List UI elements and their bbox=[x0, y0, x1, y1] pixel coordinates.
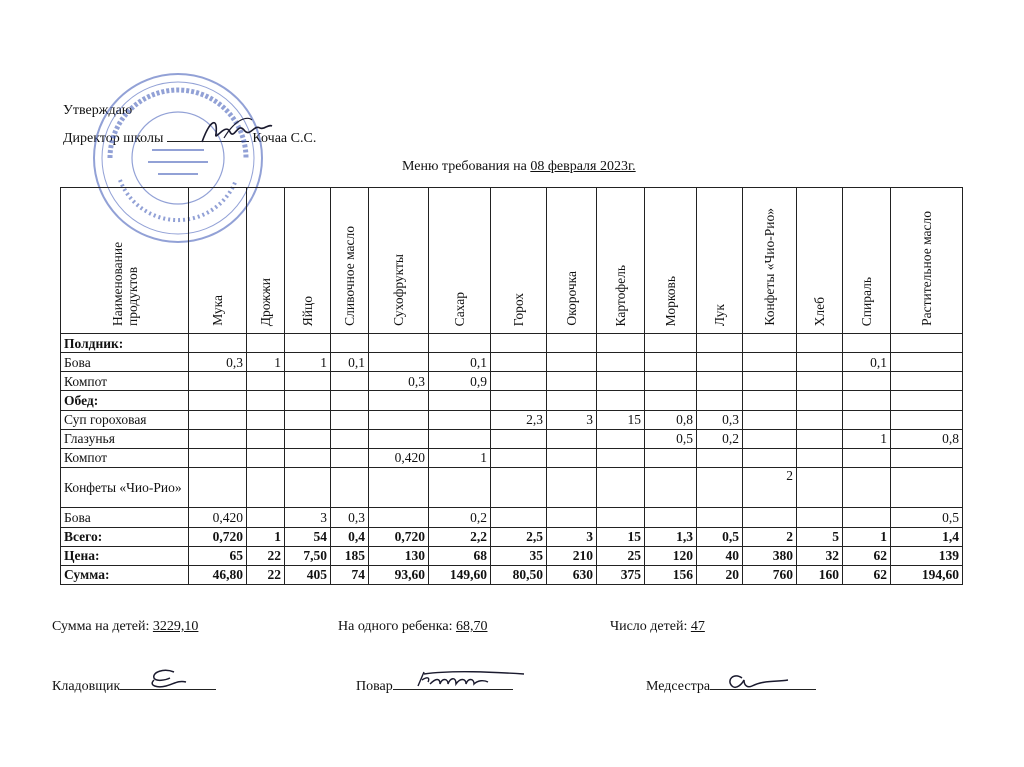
table-cell: 62 bbox=[843, 546, 891, 565]
row-label: Обед: bbox=[61, 391, 189, 410]
table-row bbox=[61, 467, 963, 507]
table-cell bbox=[189, 467, 247, 507]
sum-for-children bbox=[52, 619, 198, 635]
header-col: Сухофрукты bbox=[391, 254, 406, 326]
table-cell bbox=[331, 448, 369, 467]
table-cell bbox=[891, 410, 963, 429]
table-cell: 0,9 bbox=[429, 372, 491, 391]
table-cell bbox=[743, 372, 797, 391]
table-cell bbox=[645, 467, 697, 507]
table-cell bbox=[491, 372, 547, 391]
table-cell bbox=[285, 334, 331, 353]
table-cell bbox=[189, 410, 247, 429]
table-cell bbox=[697, 372, 743, 391]
table-cell bbox=[189, 372, 247, 391]
table-cell: 25 bbox=[597, 546, 645, 565]
table-cell: 0,2 bbox=[697, 429, 743, 448]
table-cell: 0,420 bbox=[189, 508, 247, 527]
table-cell: 185 bbox=[331, 546, 369, 565]
table-cell bbox=[843, 391, 891, 410]
table-cell bbox=[429, 391, 491, 410]
table-cell: 130 bbox=[369, 546, 429, 565]
header-cell bbox=[743, 188, 797, 334]
header-col: Окорочка bbox=[564, 271, 579, 326]
header-col: Хлеб bbox=[812, 296, 827, 326]
table-row bbox=[61, 508, 963, 527]
table-cell bbox=[843, 467, 891, 507]
table-cell bbox=[743, 448, 797, 467]
header-col: Морковь bbox=[663, 275, 678, 326]
table-cell bbox=[843, 410, 891, 429]
table-cell: 0,8 bbox=[891, 429, 963, 448]
table-cell bbox=[189, 429, 247, 448]
table-row bbox=[61, 429, 963, 448]
header-col: Картофель bbox=[613, 264, 628, 326]
table-cell: 0,3 bbox=[369, 372, 429, 391]
table-cell: 46,80 bbox=[189, 565, 247, 584]
children-value: 47 bbox=[690, 619, 705, 634]
title-prefix: Меню требования на bbox=[402, 159, 531, 174]
approval-label: Утверждаю bbox=[63, 103, 133, 118]
table-cell bbox=[285, 448, 331, 467]
header-col: Сливочное масло bbox=[342, 226, 357, 326]
table-cell: 2,5 bbox=[491, 527, 547, 546]
table-cell bbox=[247, 372, 285, 391]
table-cell bbox=[547, 391, 597, 410]
table-cell: 380 bbox=[743, 546, 797, 565]
table-cell bbox=[743, 353, 797, 372]
table-cell bbox=[743, 410, 797, 429]
header-cell bbox=[285, 188, 331, 334]
table-cell: 0,5 bbox=[645, 429, 697, 448]
table-cell bbox=[331, 467, 369, 507]
table-cell bbox=[247, 391, 285, 410]
table-cell: 2,2 bbox=[429, 527, 491, 546]
table-cell bbox=[491, 334, 547, 353]
table-cell: 1 bbox=[429, 448, 491, 467]
table-cell bbox=[369, 391, 429, 410]
table-cell: 3 bbox=[547, 410, 597, 429]
table-cell: 32 bbox=[797, 546, 843, 565]
header-cell bbox=[491, 188, 547, 334]
table-cell: 62 bbox=[843, 565, 891, 584]
table-cell bbox=[645, 448, 697, 467]
header-cell bbox=[369, 188, 429, 334]
table-cell bbox=[697, 391, 743, 410]
table-cell: 139 bbox=[891, 546, 963, 565]
table-cell: 0,3 bbox=[189, 353, 247, 372]
row-label: Полдник: bbox=[61, 334, 189, 353]
totals-row bbox=[61, 565, 963, 584]
table-cell: 194,60 bbox=[891, 565, 963, 584]
row-label: Бова bbox=[61, 353, 189, 372]
per-child-value: 68,70 bbox=[455, 619, 488, 634]
nurse-signature bbox=[722, 670, 792, 692]
table-cell: 0,1 bbox=[843, 353, 891, 372]
table-cell: 0,2 bbox=[429, 508, 491, 527]
table-cell bbox=[843, 448, 891, 467]
table-cell: 22 bbox=[247, 565, 285, 584]
header-cell bbox=[697, 188, 743, 334]
table-cell bbox=[797, 353, 843, 372]
header-cell bbox=[189, 188, 247, 334]
table-cell bbox=[891, 372, 963, 391]
table-cell bbox=[843, 372, 891, 391]
table-cell bbox=[797, 391, 843, 410]
header-cell bbox=[61, 188, 189, 334]
table-cell bbox=[645, 334, 697, 353]
per-child-label: На одного ребенка: bbox=[338, 619, 456, 634]
table-cell: 630 bbox=[547, 565, 597, 584]
table-cell: 160 bbox=[797, 565, 843, 584]
nurse-label: Медсестра bbox=[646, 679, 711, 694]
table-cell bbox=[891, 448, 963, 467]
table-cell: 149,60 bbox=[429, 565, 491, 584]
children-label: Число детей: bbox=[610, 619, 691, 634]
header-cell bbox=[547, 188, 597, 334]
sum-value: 3229,10 bbox=[152, 619, 199, 634]
table-cell bbox=[189, 391, 247, 410]
menu-requirement-table bbox=[60, 187, 963, 585]
table-cell bbox=[597, 467, 645, 507]
table-cell: 22 bbox=[247, 546, 285, 565]
table-cell: 2,3 bbox=[491, 410, 547, 429]
table-cell bbox=[429, 429, 491, 448]
table-cell bbox=[285, 372, 331, 391]
table-cell bbox=[285, 391, 331, 410]
table-cell bbox=[645, 353, 697, 372]
table-cell: 0,4 bbox=[331, 527, 369, 546]
section-row bbox=[61, 334, 963, 353]
director-name: Кочаа С.С. bbox=[252, 131, 317, 146]
table-cell bbox=[491, 353, 547, 372]
table-row bbox=[61, 410, 963, 429]
table-cell: 760 bbox=[743, 565, 797, 584]
table-cell bbox=[247, 429, 285, 448]
table-cell: 20 bbox=[697, 565, 743, 584]
header-products: Наименование продуктов bbox=[109, 241, 140, 326]
table-cell bbox=[429, 467, 491, 507]
table-cell: 15 bbox=[597, 527, 645, 546]
table-cell bbox=[369, 508, 429, 527]
table-cell: 120 bbox=[645, 546, 697, 565]
table-cell bbox=[369, 410, 429, 429]
row-label: Компот bbox=[61, 448, 189, 467]
header-col: Сахар bbox=[452, 291, 467, 326]
table-cell bbox=[797, 448, 843, 467]
table-cell bbox=[597, 372, 645, 391]
table-cell: 375 bbox=[597, 565, 645, 584]
table-cell: 0,420 bbox=[369, 448, 429, 467]
table-cell: 74 bbox=[331, 565, 369, 584]
header-col: Мука bbox=[210, 295, 225, 326]
table-cell bbox=[697, 448, 743, 467]
table-cell bbox=[189, 334, 247, 353]
header-cell bbox=[247, 188, 285, 334]
table-cell bbox=[843, 334, 891, 353]
table-cell: 210 bbox=[547, 546, 597, 565]
row-label: Глазунья bbox=[61, 429, 189, 448]
table-cell bbox=[891, 391, 963, 410]
table-cell bbox=[285, 429, 331, 448]
header-col: Конфеты «Чио-Рио» bbox=[762, 208, 777, 326]
table-cell bbox=[891, 353, 963, 372]
header-cell bbox=[843, 188, 891, 334]
table-cell: 40 bbox=[697, 546, 743, 565]
table-cell: 2 bbox=[743, 527, 797, 546]
table-cell bbox=[697, 334, 743, 353]
table-cell: 1 bbox=[843, 527, 891, 546]
table-cell bbox=[247, 508, 285, 527]
table-cell bbox=[843, 508, 891, 527]
table-cell bbox=[331, 372, 369, 391]
header-col: Лук bbox=[712, 303, 727, 326]
totals-row bbox=[61, 546, 963, 565]
row-label: Цена: bbox=[61, 546, 189, 565]
table-cell bbox=[547, 334, 597, 353]
cook-signature bbox=[412, 668, 530, 692]
table-cell bbox=[491, 508, 547, 527]
table-cell bbox=[491, 391, 547, 410]
storekeeper-signature bbox=[144, 666, 190, 692]
table-row bbox=[61, 372, 963, 391]
table-cell bbox=[743, 391, 797, 410]
table-cell bbox=[547, 508, 597, 527]
row-label: Бова bbox=[61, 508, 189, 527]
table-cell bbox=[369, 353, 429, 372]
table-cell bbox=[547, 467, 597, 507]
table-cell: 0,1 bbox=[331, 353, 369, 372]
table-cell bbox=[429, 334, 491, 353]
table-cell: 0,3 bbox=[331, 508, 369, 527]
table-cell: 68 bbox=[429, 546, 491, 565]
table-cell: 1,4 bbox=[891, 527, 963, 546]
row-label: Всего: bbox=[61, 527, 189, 546]
table-cell: 0,720 bbox=[189, 527, 247, 546]
table-cell: 93,60 bbox=[369, 565, 429, 584]
table-cell bbox=[369, 429, 429, 448]
table-cell bbox=[547, 353, 597, 372]
table-cell bbox=[491, 467, 547, 507]
row-label: Суп гороховая bbox=[61, 410, 189, 429]
table-cell: 1,3 bbox=[645, 527, 697, 546]
table-cell bbox=[597, 448, 645, 467]
section-row bbox=[61, 391, 963, 410]
table-cell bbox=[247, 448, 285, 467]
header-cell bbox=[429, 188, 491, 334]
table-cell: 405 bbox=[285, 565, 331, 584]
table-cell: 3 bbox=[285, 508, 331, 527]
table-cell bbox=[645, 372, 697, 391]
header-col: Растительное масло bbox=[919, 211, 934, 326]
table-cell: 0,5 bbox=[891, 508, 963, 527]
table-cell bbox=[331, 334, 369, 353]
table-cell: 3 bbox=[547, 527, 597, 546]
header-cell bbox=[331, 188, 369, 334]
table-cell bbox=[247, 467, 285, 507]
table-cell bbox=[891, 467, 963, 507]
header-cell bbox=[797, 188, 843, 334]
header-cell bbox=[891, 188, 963, 334]
table-cell: 80,50 bbox=[491, 565, 547, 584]
document-title bbox=[402, 159, 636, 175]
cook-label: Повар bbox=[356, 679, 393, 694]
row-label: Сумма: bbox=[61, 565, 189, 584]
table-cell bbox=[597, 429, 645, 448]
table-cell: 156 bbox=[645, 565, 697, 584]
table-cell: 1 bbox=[843, 429, 891, 448]
table-cell bbox=[491, 429, 547, 448]
table-cell bbox=[645, 391, 697, 410]
table-cell: 5 bbox=[797, 527, 843, 546]
table-cell bbox=[189, 448, 247, 467]
director-signature bbox=[196, 112, 276, 150]
children-count bbox=[610, 619, 705, 635]
table-cell: 2 bbox=[743, 467, 797, 507]
table-cell bbox=[369, 467, 429, 507]
table-cell bbox=[285, 410, 331, 429]
table-cell: 0,720 bbox=[369, 527, 429, 546]
table-cell bbox=[597, 353, 645, 372]
table-cell: 0,8 bbox=[645, 410, 697, 429]
title-date: 08 февраля 2023г. bbox=[530, 159, 636, 174]
table-cell bbox=[697, 508, 743, 527]
header-col: Спираль bbox=[859, 276, 874, 326]
table-cell bbox=[597, 334, 645, 353]
storekeeper-label: Кладовщик bbox=[52, 679, 121, 694]
header-cell bbox=[597, 188, 645, 334]
table-cell: 0,3 bbox=[697, 410, 743, 429]
table-row bbox=[61, 448, 963, 467]
totals-row bbox=[61, 527, 963, 546]
table-cell: 0,5 bbox=[697, 527, 743, 546]
table-cell bbox=[247, 334, 285, 353]
table-cell bbox=[547, 448, 597, 467]
table-cell bbox=[247, 410, 285, 429]
table-cell bbox=[369, 334, 429, 353]
table-cell bbox=[331, 391, 369, 410]
table-cell bbox=[743, 334, 797, 353]
table-row bbox=[61, 353, 963, 372]
row-label: Компот bbox=[61, 372, 189, 391]
table-cell bbox=[597, 508, 645, 527]
table-cell bbox=[797, 372, 843, 391]
sum-label: Сумма на детей: bbox=[52, 619, 153, 634]
table-cell bbox=[743, 508, 797, 527]
table-cell bbox=[597, 391, 645, 410]
director-label: Директор школы bbox=[63, 131, 164, 146]
header-col: Горох bbox=[511, 292, 526, 326]
table-cell bbox=[547, 429, 597, 448]
storekeeper-signature-line bbox=[52, 679, 216, 695]
table-cell: 65 bbox=[189, 546, 247, 565]
table-cell bbox=[891, 334, 963, 353]
table-cell bbox=[797, 334, 843, 353]
table-cell: 1 bbox=[247, 353, 285, 372]
table-cell bbox=[285, 467, 331, 507]
table-header-row bbox=[61, 188, 963, 334]
table-cell: 0,1 bbox=[429, 353, 491, 372]
table-cell bbox=[331, 410, 369, 429]
table-cell bbox=[697, 467, 743, 507]
table-cell bbox=[547, 372, 597, 391]
table-cell bbox=[743, 429, 797, 448]
table-cell bbox=[797, 467, 843, 507]
header-col: Яйцо bbox=[300, 295, 315, 326]
table-cell bbox=[331, 429, 369, 448]
table-cell bbox=[429, 410, 491, 429]
table-cell bbox=[645, 508, 697, 527]
table-cell bbox=[697, 353, 743, 372]
header-cell bbox=[645, 188, 697, 334]
row-label: Конфеты «Чио-Рио» bbox=[61, 467, 189, 507]
table-cell: 35 bbox=[491, 546, 547, 565]
header-col: Дрожжи bbox=[258, 277, 273, 326]
table-cell: 15 bbox=[597, 410, 645, 429]
table-cell bbox=[797, 429, 843, 448]
per-child bbox=[338, 619, 487, 635]
table-cell: 54 bbox=[285, 527, 331, 546]
table-cell bbox=[797, 508, 843, 527]
table-cell: 7,50 bbox=[285, 546, 331, 565]
table-cell: 1 bbox=[285, 353, 331, 372]
table-cell bbox=[491, 448, 547, 467]
table-cell: 1 bbox=[247, 527, 285, 546]
table-cell bbox=[797, 410, 843, 429]
